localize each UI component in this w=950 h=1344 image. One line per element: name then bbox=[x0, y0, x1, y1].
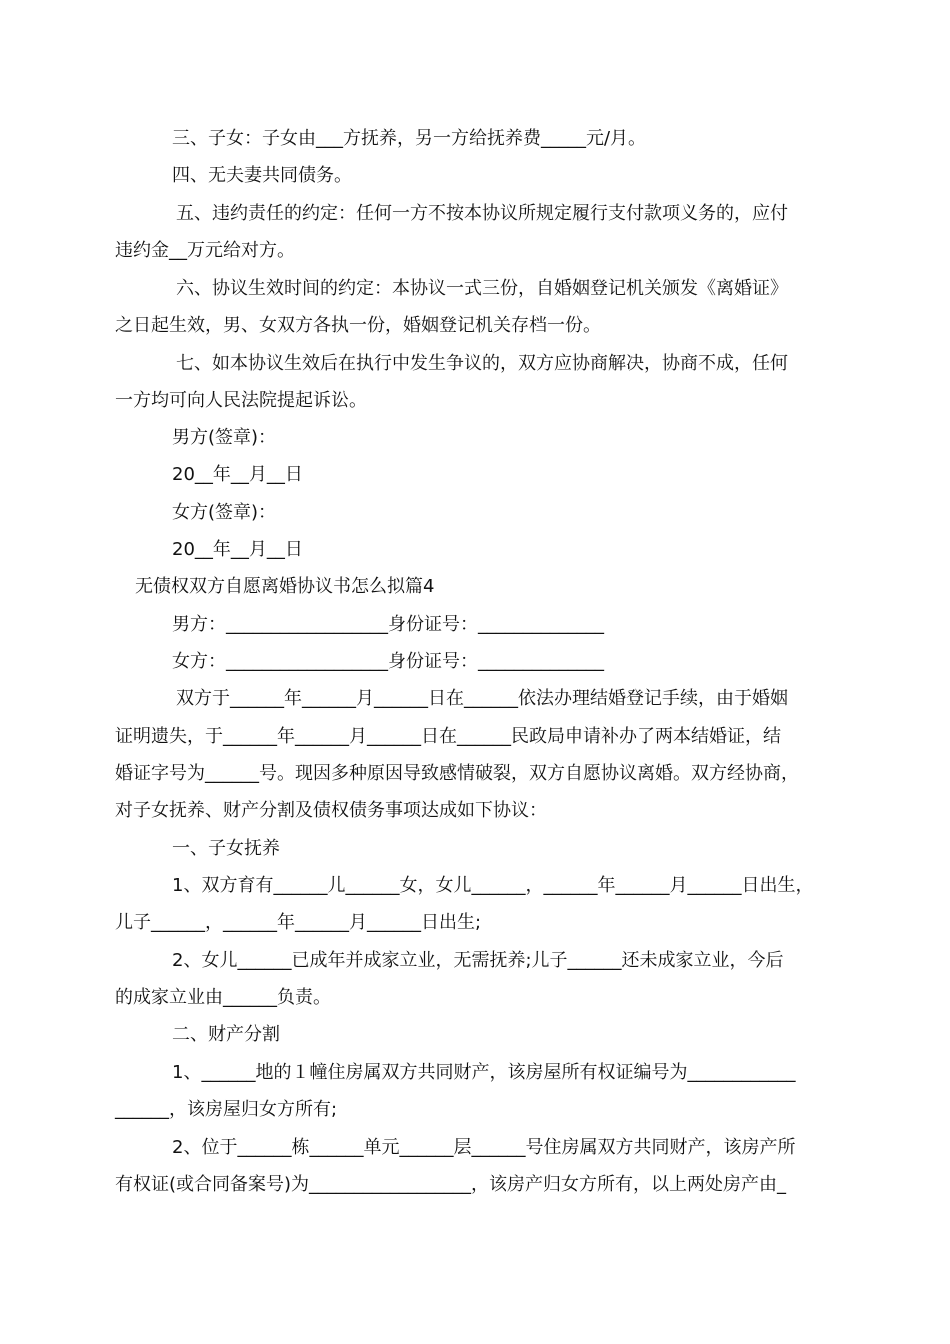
clause-5-liability-line2: 违约金__万元给对方。 bbox=[115, 240, 295, 261]
child-item-1-line1: 1、双方育有______儿______女，女儿______，______年______月______日出生， bbox=[172, 875, 814, 896]
clause-5-liability-line1: 五、违约责任的约定：任何一方不按本协议所规定履行支付款项义务的，应付 bbox=[176, 203, 788, 224]
male-signature-date: 20__年__月__日 bbox=[172, 464, 303, 485]
child-item-2-line2: 的成家立业由______负责。 bbox=[115, 987, 331, 1008]
clause-7-dispute-line2: 一方均可向人民法院提起诉讼。 bbox=[115, 390, 367, 411]
clause-3-children: 三、子女：子女由___方抚养，另一方给抚养费_____元/月。 bbox=[172, 128, 647, 149]
preamble-line1: 双方于______年______月______日在______依法办理结婚登记手续，由于婚姻 bbox=[176, 688, 788, 709]
heading-property-division: 二、财产分割 bbox=[172, 1024, 280, 1045]
child-item-1-line2: 儿子______，______年______月______日出生; bbox=[115, 912, 482, 933]
clause-6-effect-line1: 六、协议生效时间的约定：本协议一式三份，自婚姻登记机关颁发《离婚证》 bbox=[176, 278, 788, 299]
female-signature-label: 女方(签章)： bbox=[172, 502, 277, 523]
section-title: 无债权双方自愿离婚协议书怎么拟篇4 bbox=[135, 576, 435, 597]
clause-6-effect-line2: 之日起生效，男、女双方各执一份，婚姻登记机关存档一份。 bbox=[115, 315, 601, 336]
clause-7-dispute-line1: 七、如本协议生效后在执行中发生争议的，双方应协商解决，协商不成，任何 bbox=[176, 353, 788, 374]
preamble-line2: 证明遗失，于______年______月______日在______民政局申请补办了两本结婚证，结 bbox=[115, 726, 781, 747]
property-item-2-line2: 有权证(或合同备案号)为__________________，该房产归女方所有，以上两处房产由_ bbox=[115, 1174, 787, 1195]
preamble-line3: 婚证字号为______号。现因多种原因导致感情破裂，双方自愿协议离婚。双方经协商， bbox=[115, 763, 799, 784]
clause-4-no-debt: 四、无夫妻共同债务。 bbox=[172, 165, 352, 186]
property-item-1-line2: ______，该房屋归女方所有; bbox=[115, 1099, 338, 1120]
male-party-line: 男方：__________________身份证号：______________ bbox=[172, 614, 604, 635]
property-item-1-line1: 1、______地的１幢住房属双方共同财产，该房屋所有权证编号为____________ bbox=[172, 1062, 796, 1083]
heading-child-support: 一、子女抚养 bbox=[172, 838, 280, 859]
child-item-2-line1: 2、女儿______已成年并成家立业，无需抚养;儿子______还未成家立业，今后 bbox=[172, 950, 784, 971]
property-item-2-line1: 2、位于______栋______单元______层______号住房属双方共同财产，该房产所 bbox=[172, 1137, 796, 1158]
preamble-line4: 对子女抚养、财产分割及债权债务事项达成如下协议： bbox=[115, 800, 547, 821]
female-party-line: 女方：__________________身份证号：______________ bbox=[172, 651, 604, 672]
male-signature-label: 男方(签章)： bbox=[172, 427, 277, 448]
female-signature-date: 20__年__月__日 bbox=[172, 539, 303, 560]
